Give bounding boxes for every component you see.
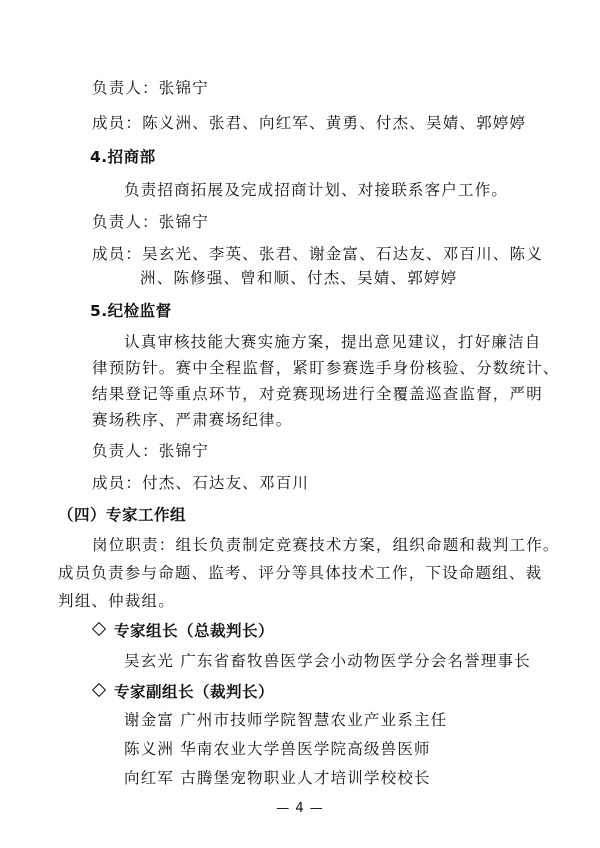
section5-leader: 负责人：张锦宁 bbox=[92, 442, 209, 460]
expert-deputy-entry: 谢金富 广州市技师学院智慧农业产业系主任 bbox=[124, 711, 448, 729]
section5-duty-line: 认真审核技能大赛实施方案，提出意见建议，打好廉洁自 bbox=[124, 333, 542, 351]
expert-group-duty-line: 判组、仲裁组。 bbox=[58, 592, 175, 610]
section5-members: 成员：付杰、石达友、邓百川 bbox=[92, 474, 310, 492]
expert-leader-entry: 吴玄光 广东省畜牧兽医学会小动物医学分会名誉理事长 bbox=[124, 652, 531, 670]
section4-members-line2: 洲、陈修强、曾和顺、付杰、吴婧、郭婷婷 bbox=[140, 269, 458, 287]
expert-deputy-entry: 陈义洲 华南农业大学兽医学院高级兽医师 bbox=[124, 740, 431, 758]
section3-members: 成员：陈义洲、张君、向红军、黄勇、付杰、吴婧、郭婷婷 bbox=[92, 114, 527, 132]
section4-duty: 负责招商拓展及完成招商计划、对接联系客户工作。 bbox=[124, 181, 509, 199]
expert-deputy-title-row bbox=[92, 682, 274, 702]
section4-members-line1: 成员：吴玄光、李英、张君、谢金富、石达友、邓百川、陈义 bbox=[92, 245, 543, 263]
section5-duty-line: 律预防针。赛中全程监督，紧盯参赛选手身份核验、分数统计、 bbox=[92, 359, 560, 377]
expert-group-duty-line: 成员负责参与命题、监考、评分等具体技术工作，下设命题组、裁 bbox=[58, 564, 543, 582]
section5-heading: 5.纪检监督 bbox=[90, 302, 172, 320]
expert-leader-title-row bbox=[92, 621, 274, 641]
diamond-bullet-icon bbox=[92, 683, 106, 697]
expert-group-heading: （四）专家工作组 bbox=[58, 506, 187, 524]
expert-leader-title: 专家组长（总裁判长） bbox=[114, 622, 275, 640]
expert-deputy-entry: 向红军 古腾堡宠物职业人才培训学校校长 bbox=[124, 769, 431, 787]
expert-group-duty-line: 岗位职责：组长负责制定竞赛技术方案，组织命题和裁判工作。 bbox=[92, 536, 560, 554]
section5-duty-line: 赛场秩序、严肃赛场纪律。 bbox=[92, 411, 293, 429]
diamond-bullet-icon bbox=[92, 622, 106, 636]
expert-deputy-title: 专家副组长（裁判长） bbox=[114, 683, 275, 701]
section3-leader: 负责人：张锦宁 bbox=[92, 79, 209, 97]
section4-heading: 4.招商部 bbox=[90, 148, 156, 166]
section4-leader: 负责人：张锦宁 bbox=[92, 213, 209, 231]
page-number: — 4 — bbox=[276, 801, 324, 816]
section5-duty-line: 结果登记等重点环节，对竞赛现场进行全覆盖巡查监督，严明 bbox=[92, 385, 543, 403]
